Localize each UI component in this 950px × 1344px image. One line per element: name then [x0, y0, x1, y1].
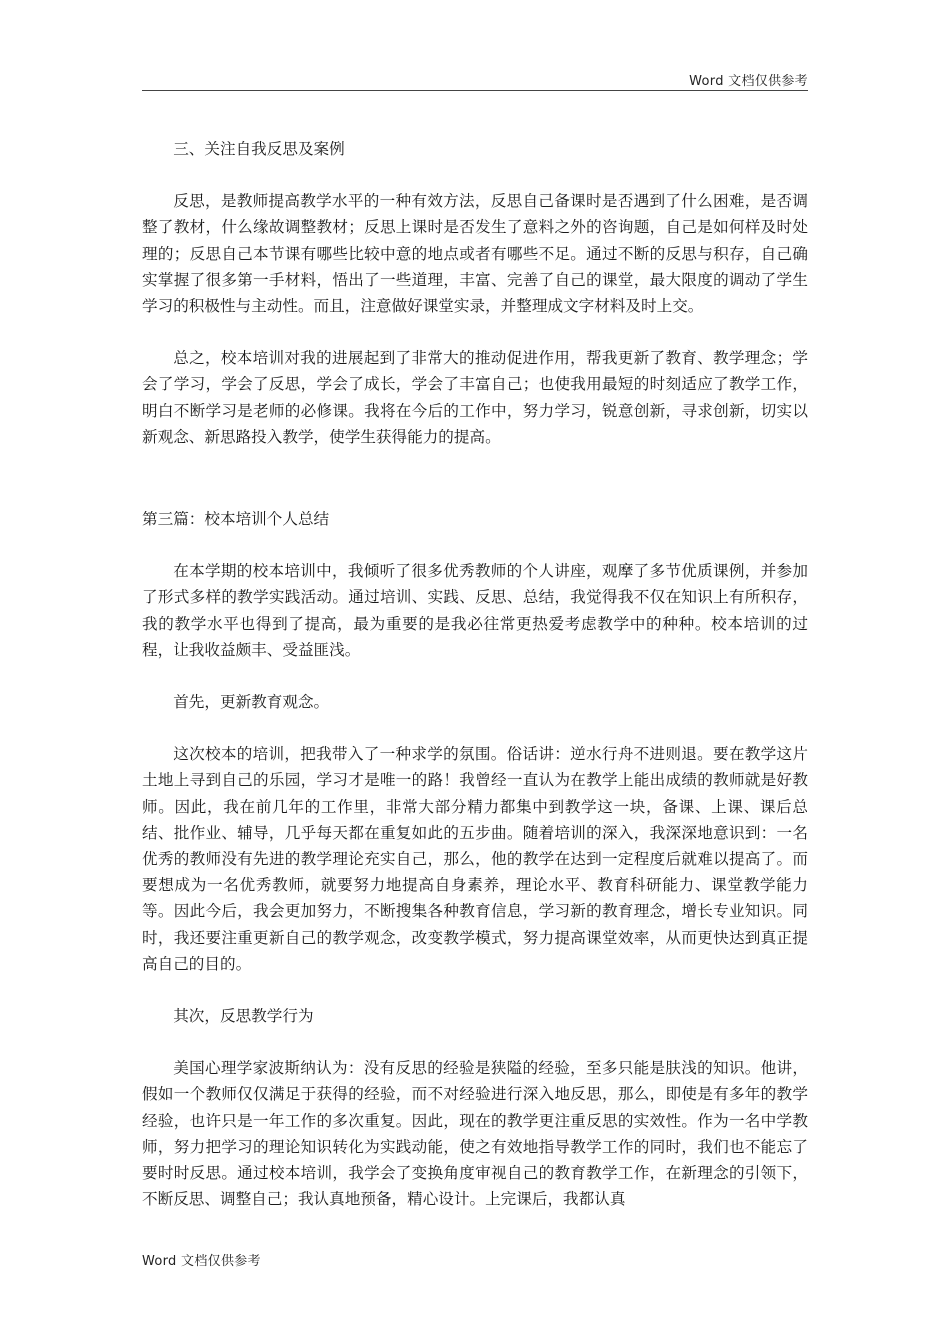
header-divider [142, 90, 808, 91]
paragraph-intro: 在本学期的校本培训中，我倾听了很多优秀教师的个人讲座，观摩了多节优质课例，并参加了形式多样的教学实践活动。通过培训、实践、反思、总结，我觉得我不仅在知识上有所积存，我的教学水平也得到了提高，最为重要的是我必往常更热爱考虑教学中的种种。校本培训的过程，让我收益颇丰、受益匪浅。 [142, 562, 808, 659]
paragraph-second: 美国心理学家波斯纳认为：没有反思的经验是狭隘的经验，至多只能是肤浅的知识。他讲，假如一个教师仅仅满足于获得的经验，而不对经验进行深入地反思，那么，即使是有多年的教学经验，也许只是一年工作的多次重复。因此，现在的教学更注重反思的实效性。作为一名中学教师，努力把学习的理论知识转化为实践动能，使之有效地指导教学工作的同时，我们也不能忘了要时时反思。通过校本培训，我学会了变换角度审视自己的教育教学工作，在新理念的引领下，不断反思、调整自己；我认真地预备，精心设计。上完课后，我都认真 [142, 1059, 808, 1209]
document-body [142, 136, 808, 1239]
heading-reflection: 三、关注自我反思及案例 [173, 140, 345, 158]
heading-second: 其次，反思教学行为 [173, 1007, 314, 1026]
paragraph-summary: 总之，校本培训对我的进展起到了非常大的推动促进作用，帮我更新了教育、教学理念；学会了学习，学会了反思，学会了成长，学会了丰富自己；也使我用最短的时刻适应了教学工作，明白不断学习是老师的必修课。我将在今后的工作中，努力学习，锐意创新，寻求创新，切实以新观念、新思路投入教学，使学生获得能力的提高。 [142, 349, 808, 446]
page-header: Word 文档仅供参考 [689, 74, 808, 89]
heading-first: 首先，更新教育观念。 [173, 693, 330, 712]
paragraph-first: 这次校本的培训，把我带入了一种求学的氛围。俗话讲：逆水行舟不进则退。要在教学这片土地上寻到自己的乐园，学习才是唯一的路！我曾经一直认为在教学上能出成绩的教师就是好教师。因此，我在前几年的工作里，非常大部分精力都集中到教学这一块，备课、上课、课后总结、批作业、辅导，几乎每天都在重复如此的五步曲。随着培训的深入，我深深地意识到：一名优秀的教师没有先进的教学理论充实自己，那么，他的教学在达到一定程度后就难以提高了。而要想成为一名优秀教师，就要努力地提高自身素养，理论水平、教育科研能力、课堂教学能力等。因此今后，我会更加努力，不断搜集各种教育信息，学习新的教育理念，增长专业知识。同时，我还要注重更新自己的教学观念，改变教学模式，努力提高课堂效率，从而更快达到真正提高自己的目的。 [142, 745, 808, 973]
section-title: 第三篇：校本培训个人总结 [142, 510, 330, 529]
paragraph-reflection: 反思，是教师提高教学水平的一种有效方法，反思自己备课时是否遇到了什么困难，是否调整了教材，什么缘故调整教材；反思上课时是否发生了意料之外的咨询题，自己是如何样及时处理的；反思自己本节课有哪些比较中意的地点或者有哪些不足。通过不断的反思与积存，自己确实掌握了很多第一手材料，悟出了一些道理，丰富、完善了自己的课堂，最大限度的调动了学生学习的积极性与主动性。而且，注意做好课堂实录，并整理成文字材料及时上交。 [142, 192, 808, 316]
page-footer: Word 文档仅供参考 [142, 1254, 261, 1269]
